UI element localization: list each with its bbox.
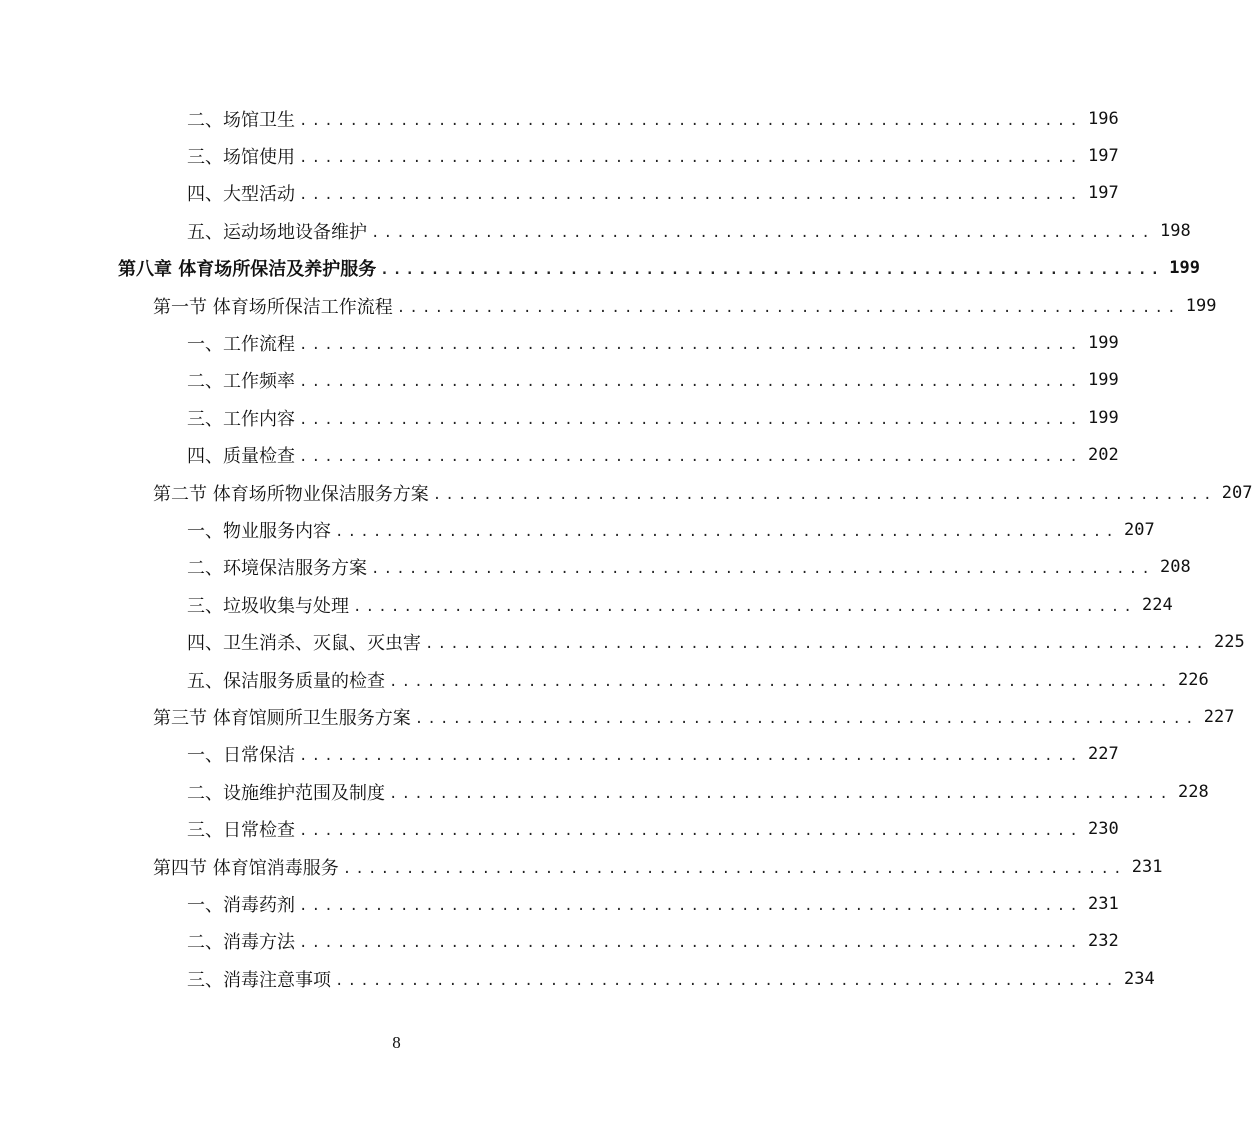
toc-section-entry[interactable] <box>0 287 1217 324</box>
toc-entry-page: 197 <box>1087 146 1119 167</box>
toc-entry[interactable] <box>0 175 1119 212</box>
dot-leader: .............................................................. <box>335 523 1118 540</box>
dot-leader: .............................................................. <box>425 636 1208 653</box>
toc-entry-page: 231 <box>1087 893 1119 914</box>
toc-entry-title: 二、设施维护范围及制度 <box>187 779 389 805</box>
toc-entry-page: 199 <box>1087 407 1119 428</box>
toc-entry-page: 199 <box>1087 370 1119 391</box>
toc-entry-title: 二、工作频率 <box>187 367 299 393</box>
dot-leader: .............................................................. <box>371 561 1154 578</box>
toc-entry[interactable] <box>0 137 1119 174</box>
toc-entry-page: 199 <box>1169 258 1200 279</box>
dot-leader: .............................................................. <box>389 785 1172 802</box>
toc-entry-title: 五、运动场地设备维护 <box>187 218 371 244</box>
toc-entry-title: 二、环境保洁服务方案 <box>187 554 371 580</box>
toc-entry-title: 三、工作内容 <box>187 405 299 431</box>
dot-leader: .............................................................. <box>299 374 1082 391</box>
toc-entry-page: 199 <box>1087 333 1119 354</box>
toc-entry-title: 三、消毒注意事项 <box>187 966 335 992</box>
toc-entry[interactable] <box>0 511 1155 548</box>
toc-section-entry[interactable] <box>0 474 1252 511</box>
dot-leader: .............................................................. <box>299 748 1082 765</box>
toc-entry-page: 232 <box>1087 931 1119 952</box>
toc-entry-title: 一、物业服务内容 <box>187 517 335 543</box>
toc-entry[interactable] <box>0 960 1155 997</box>
toc-entry-title: 第四节 体育馆消毒服务 <box>153 854 343 880</box>
toc-entry-title: 三、日常检查 <box>187 816 299 842</box>
toc-entry[interactable] <box>0 586 1173 623</box>
dot-leader: .............................................................. <box>299 112 1082 129</box>
dot-leader: .............................................................. <box>299 187 1082 204</box>
toc-entry-title: 第二节 体育场所物业保洁服务方案 <box>153 480 433 506</box>
toc-entry-title: 三、垃圾收集与处理 <box>187 592 353 618</box>
dot-leader: .............................................................. <box>299 897 1082 914</box>
toc-entry[interactable] <box>0 549 1191 586</box>
toc-entry[interactable] <box>0 810 1119 847</box>
toc-entry[interactable] <box>0 661 1209 698</box>
dot-leader: .............................................................. <box>371 224 1154 241</box>
dot-leader: .............................................................. <box>432 486 1216 503</box>
dot-leader: .............................................................. <box>299 411 1082 428</box>
dot-leader: .............................................................. <box>342 860 1126 877</box>
toc-entry-title: 第三节 体育馆厕所卫生服务方案 <box>153 704 415 730</box>
toc-entry[interactable] <box>0 885 1119 922</box>
toc-entry-page: 198 <box>1159 220 1191 241</box>
dot-leader: .............................................................. <box>299 150 1082 167</box>
toc-chapter-entry[interactable] <box>0 250 1200 287</box>
toc-entry-title: 第八章 体育场所保洁及养护服务 <box>118 255 380 281</box>
toc-entry-title: 四、卫生消杀、灭鼠、灭虫害 <box>187 629 425 655</box>
toc-entry[interactable] <box>0 212 1191 249</box>
toc-entry-page: 228 <box>1177 781 1209 802</box>
toc-section-entry[interactable] <box>0 848 1163 885</box>
dot-leader: .............................................................. <box>380 262 1164 279</box>
page-number: 8 <box>392 1033 401 1052</box>
toc-entry-page: 227 <box>1203 706 1235 727</box>
dot-leader: .............................................................. <box>299 935 1082 952</box>
toc-entry[interactable] <box>0 399 1119 436</box>
toc-entry-title: 第一节 体育场所保洁工作流程 <box>153 293 397 319</box>
table-of-contents <box>0 100 1252 997</box>
dot-leader: .............................................................. <box>335 972 1118 989</box>
dot-leader: .............................................................. <box>414 710 1198 727</box>
toc-entry-title: 二、场馆卫生 <box>187 106 299 132</box>
toc-entry-title: 一、消毒药剂 <box>187 891 299 917</box>
toc-entry[interactable] <box>0 324 1119 361</box>
toc-entry-page: 202 <box>1087 445 1119 466</box>
toc-entry[interactable] <box>0 773 1209 810</box>
toc-entry-page: 196 <box>1087 108 1119 129</box>
toc-entry-page: 224 <box>1141 594 1173 615</box>
toc-entry-title: 二、消毒方法 <box>187 928 299 954</box>
toc-entry-page: 207 <box>1123 519 1155 540</box>
toc-entry-title: 一、工作流程 <box>187 330 299 356</box>
dot-leader: .............................................................. <box>396 299 1180 316</box>
toc-entry-title: 五、保洁服务质量的检查 <box>187 667 389 693</box>
toc-entry[interactable] <box>0 437 1119 474</box>
toc-entry-page: 197 <box>1087 183 1119 204</box>
toc-entry-page: 230 <box>1087 819 1119 840</box>
toc-entry[interactable] <box>0 923 1119 960</box>
dot-leader: .............................................................. <box>389 673 1172 690</box>
toc-entry-title: 四、大型活动 <box>187 180 299 206</box>
toc-section-entry[interactable] <box>0 698 1235 735</box>
toc-entry-page: 208 <box>1159 557 1191 578</box>
toc-entry-title: 四、质量检查 <box>187 442 299 468</box>
toc-entry-page: 234 <box>1123 968 1155 989</box>
toc-entry-page: 225 <box>1213 632 1245 653</box>
toc-entry[interactable] <box>0 736 1119 773</box>
dot-leader: .............................................................. <box>353 598 1136 615</box>
toc-entry-title: 一、日常保洁 <box>187 741 299 767</box>
toc-entry-page: 226 <box>1177 669 1209 690</box>
dot-leader: .............................................................. <box>299 823 1082 840</box>
toc-entry-page: 231 <box>1131 856 1163 877</box>
toc-entry-title: 三、场馆使用 <box>187 143 299 169</box>
dot-leader: .............................................................. <box>299 337 1082 354</box>
toc-entry-page: 207 <box>1221 482 1252 503</box>
toc-entry[interactable] <box>0 362 1119 399</box>
dot-leader: .............................................................. <box>299 449 1082 466</box>
toc-entry[interactable] <box>0 100 1119 137</box>
toc-entry[interactable] <box>0 623 1245 660</box>
toc-entry-page: 227 <box>1087 744 1119 765</box>
toc-entry-page: 199 <box>1185 295 1217 316</box>
